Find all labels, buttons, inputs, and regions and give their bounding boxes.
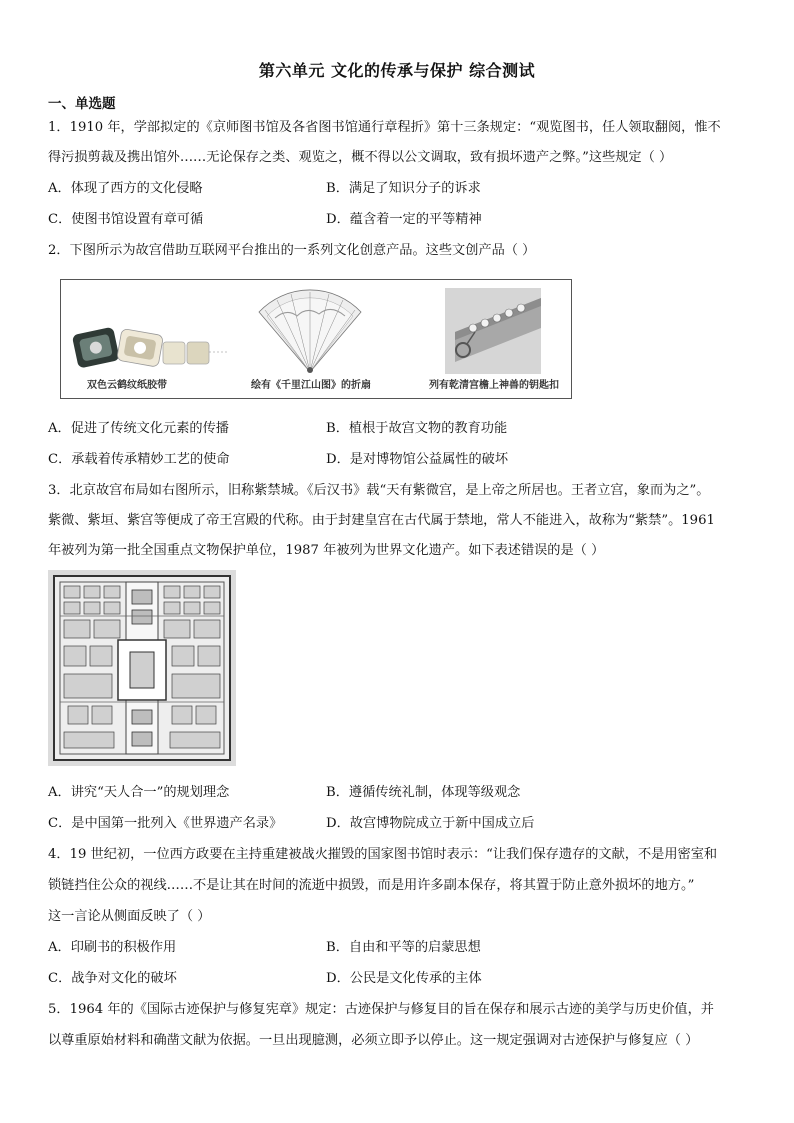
q3-option-d[interactable]: D．故宫博物院成立于新中国成立后: [326, 816, 535, 831]
washi-tape-image: [69, 322, 229, 370]
q2-option-a[interactable]: A．促进了传统文化元素的传播: [48, 421, 229, 436]
q5-stem-line-2: 以尊重原始材料和确凿文献为依据。一旦出现臆测，必须立即予以停止。这一规定强调对古迹保护与修复应（ ）: [48, 1033, 699, 1048]
q3-option-a[interactable]: A．讲究“天人合一”的规划理念: [48, 785, 230, 800]
q2-option-c[interactable]: C．承载着传承精妙工艺的使命: [48, 452, 230, 467]
forbidden-city-map: [48, 570, 236, 766]
keychain-image: [445, 288, 541, 374]
q5-stem-line-1: 5．1964 年的《国际古迹保护与修复宪章》规定：古迹保护与修复目的旨在保存和展示古迹的美学与历史价值，并: [48, 1002, 714, 1017]
caption-folding-fan: 绘有《千里江山图》的折扇: [251, 380, 371, 391]
q2-option-d[interactable]: D．是对博物馆公益属性的破坏: [326, 452, 509, 467]
q4-stem-line-2: 锁链挡住公众的视线……不是让其在时间的流逝中损毁，而是用许多副本保存，将其置于防止意外损坏的地方。”: [48, 878, 695, 893]
q4-option-d[interactable]: D．公民是文化传承的主体: [326, 971, 482, 986]
page-title: 第六单元 文化的传承与保护 综合测试: [258, 61, 536, 80]
q4-stem-line-1: 4．19 世纪初，一位西方政要在主持重建被战火摧毁的国家图书馆时表示：“让我们保存遗存的文献，不是用密室和: [48, 847, 718, 862]
folding-fan-image: [257, 288, 363, 374]
q4-option-a[interactable]: A．印刷书的积极作用: [48, 940, 177, 955]
q3-stem-line-2: 紫微、紫垣、紫宫等便成了帝王宫殿的代称。由于封建皇宫在古代属于禁地，常人不能进入，故称为“紫禁”。1961: [48, 513, 715, 528]
q2-option-b[interactable]: B．植根于故宫文物的教育功能: [326, 421, 508, 436]
q1-option-c[interactable]: C．使图书馆设置有章可循: [48, 212, 204, 227]
q4-option-b[interactable]: B．自由和平等的启蒙思想: [326, 940, 481, 955]
q1-option-d[interactable]: D．蕴含着一定的平等精神: [326, 212, 482, 227]
q3-stem-line-3: 年被列为第一批全国重点文物保护单位，1987 年被列为世界文化遗产。如下表述错误的是（ ）: [48, 543, 605, 558]
caption-washi-tape: 双色云鹤纹纸胶带: [87, 380, 167, 391]
q1-option-a[interactable]: A．体现了西方的文化侵略: [48, 181, 203, 196]
caption-keychain: 列有乾清宫檐上神兽的钥匙扣: [429, 380, 559, 391]
q1-stem-line-1: 1．1910 年，学部拟定的《京师图书馆及各省图书馆通行章程折》第十三条规定：“观览图书，任人领取翻阅，惟不: [48, 120, 721, 135]
q1-stem-line-2: 得污损剪裁及携出馆外……无论保存之类、观览之，概不得以公文调取，致有损坏遗产之弊。”这些规定（ ）: [48, 150, 673, 165]
q1-option-b[interactable]: B．满足了知识分子的诉求: [326, 181, 481, 196]
q4-stem-line-3: 这一言论从侧面反映了（ ）: [48, 909, 211, 924]
q4-option-c[interactable]: C．战争对文化的破坏: [48, 971, 177, 986]
q2-figure: [60, 279, 572, 399]
section-heading: 一、单选题: [48, 96, 116, 112]
q3-stem-line-1: 3．北京故宫布局如右图所示，旧称紫禁城。《后汉书》载“天有紫微宫，是上帝之所居也。王者立宫，象而为之”。: [48, 483, 710, 498]
q3-option-c[interactable]: C．是中国第一批列入《世界遗产名录》: [48, 816, 283, 831]
forbidden-city-plan-drawing: [48, 570, 236, 766]
q2-stem-line-1: 2．下图所示为故宫借助互联网平台推出的一系列文化创意产品。这些文创产品（ ）: [48, 243, 536, 258]
q3-option-b[interactable]: B．遵循传统礼制，体现等级观念: [326, 785, 521, 800]
